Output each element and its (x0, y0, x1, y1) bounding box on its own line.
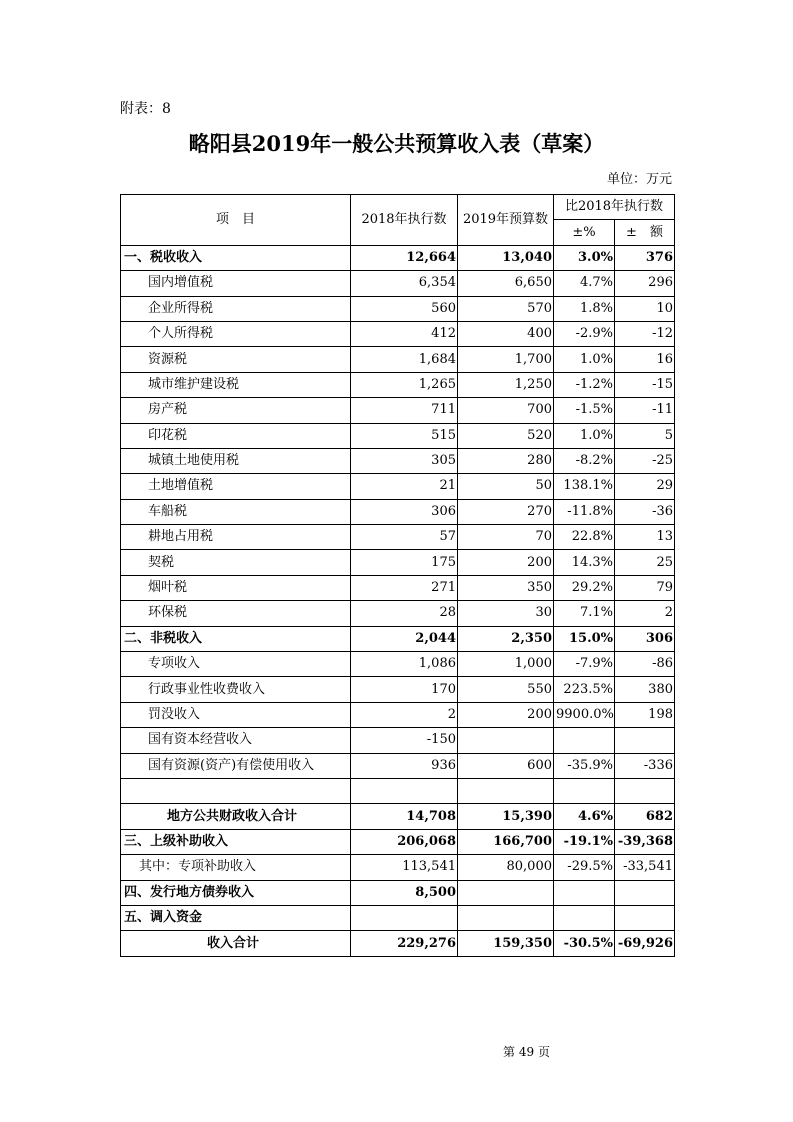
row-change-amount: 682 (615, 804, 675, 829)
page-number: 第 49 页 (503, 1045, 550, 1059)
row-name: 地方公共财政收入合计 (121, 804, 351, 829)
table-row (121, 296, 675, 321)
row-change-pct: 4.7% (554, 271, 615, 296)
row-change-pct (554, 778, 615, 803)
row-budget-2019: 700 (458, 398, 554, 423)
table-row (121, 372, 675, 397)
row-change-amount: 306 (615, 626, 675, 651)
row-budget-2019: 600 (458, 753, 554, 778)
attachment-label: 附表：8 (120, 101, 171, 117)
budget-table (120, 194, 675, 957)
row-name: 土地增值税 (121, 474, 351, 499)
row-budget-2019: 159,350 (458, 931, 554, 956)
row-budget-2019: 200 (458, 550, 554, 575)
row-exec-2018 (351, 905, 458, 930)
row-exec-2018: 2,044 (351, 626, 458, 651)
row-change-pct: -29.5% (554, 855, 615, 880)
row-name: 五、调入资金 (121, 905, 351, 930)
table-row (121, 575, 675, 600)
row-budget-2019: 280 (458, 448, 554, 473)
row-change-pct: 15.0% (554, 626, 615, 651)
row-change-amount: -25 (615, 448, 675, 473)
row-change-amount: -15 (615, 372, 675, 397)
row-exec-2018: 206,068 (351, 829, 458, 854)
row-exec-2018: 28 (351, 601, 458, 626)
row-change-pct: 7.1% (554, 601, 615, 626)
row-change-amount: -336 (615, 753, 675, 778)
row-exec-2018: 2 (351, 702, 458, 727)
row-budget-2019: 30 (458, 601, 554, 626)
table-row (121, 677, 675, 702)
row-change-pct (554, 905, 615, 930)
row-change-pct: 223.5% (554, 677, 615, 702)
row-exec-2018: 12,664 (351, 245, 458, 270)
row-exec-2018: 1,684 (351, 347, 458, 372)
row-name: 收入合计 (121, 931, 351, 956)
row-name: 其中：专项补助收入 (121, 855, 351, 880)
table-row (121, 245, 675, 270)
row-change-amount: 29 (615, 474, 675, 499)
table-row (121, 804, 675, 829)
row-change-amount (615, 778, 675, 803)
row-change-pct: 14.3% (554, 550, 615, 575)
row-change-pct: -11.8% (554, 499, 615, 524)
row-change-amount: 13 (615, 525, 675, 550)
row-change-amount: -11 (615, 398, 675, 423)
row-change-amount: 16 (615, 347, 675, 372)
row-change-amount: 79 (615, 575, 675, 600)
row-change-amount: 380 (615, 677, 675, 702)
row-change-amount: 25 (615, 550, 675, 575)
table-row (121, 905, 675, 930)
row-budget-2019: 1,000 (458, 652, 554, 677)
table-row (121, 829, 675, 854)
table-row (121, 880, 675, 905)
row-exec-2018: 1,265 (351, 372, 458, 397)
row-change-amount: 10 (615, 296, 675, 321)
row-name: 车船税 (121, 499, 351, 524)
row-budget-2019: 166,700 (458, 829, 554, 854)
row-exec-2018: 21 (351, 474, 458, 499)
row-change-amount: -39,368 (615, 829, 675, 854)
row-name: 国有资本经营收入 (121, 728, 351, 753)
row-change-amount (615, 880, 675, 905)
table-row (121, 423, 675, 448)
table-body (121, 245, 675, 956)
row-change-amount: 2 (615, 601, 675, 626)
unit-label: 单位：万元 (606, 172, 672, 187)
table-row (121, 778, 675, 803)
row-budget-2019: 6,650 (458, 271, 554, 296)
row-change-amount: -69,926 (615, 931, 675, 956)
row-change-amount: -36 (615, 499, 675, 524)
row-name: 城市维护建设税 (121, 372, 351, 397)
row-budget-2019: 13,040 (458, 245, 554, 270)
row-budget-2019: 15,390 (458, 804, 554, 829)
row-exec-2018: 711 (351, 398, 458, 423)
row-exec-2018: 1,086 (351, 652, 458, 677)
row-name: 四、发行地方债券收入 (121, 880, 351, 905)
row-budget-2019: 400 (458, 321, 554, 346)
header-pct: ±% (554, 220, 615, 245)
row-change-pct: -2.9% (554, 321, 615, 346)
row-budget-2019: 50 (458, 474, 554, 499)
table-row (121, 525, 675, 550)
row-change-pct: -19.1% (554, 829, 615, 854)
table-row (121, 499, 675, 524)
row-change-pct: -1.5% (554, 398, 615, 423)
table-row (121, 652, 675, 677)
row-name: 耕地占用税 (121, 525, 351, 550)
row-change-amount: -12 (615, 321, 675, 346)
table-row (121, 347, 675, 372)
row-name: 个人所得税 (121, 321, 351, 346)
row-exec-2018: 8,500 (351, 880, 458, 905)
row-exec-2018 (351, 778, 458, 803)
row-change-amount: -86 (615, 652, 675, 677)
row-exec-2018: 6,354 (351, 271, 458, 296)
row-change-pct: 138.1% (554, 474, 615, 499)
table-row (121, 626, 675, 651)
row-change-pct: 1.0% (554, 347, 615, 372)
row-change-pct: 22.8% (554, 525, 615, 550)
row-exec-2018: 936 (351, 753, 458, 778)
row-exec-2018: 515 (351, 423, 458, 448)
row-change-amount: 376 (615, 245, 675, 270)
row-exec-2018: 412 (351, 321, 458, 346)
row-name: 资源税 (121, 347, 351, 372)
row-change-pct: 1.0% (554, 423, 615, 448)
row-exec-2018: 113,541 (351, 855, 458, 880)
row-change-pct: -35.9% (554, 753, 615, 778)
row-change-pct (554, 880, 615, 905)
header-exec-2018: 2018年执行数 (351, 195, 458, 246)
row-change-pct: 4.6% (554, 804, 615, 829)
row-exec-2018: 57 (351, 525, 458, 550)
table-row (121, 321, 675, 346)
row-exec-2018: 229,276 (351, 931, 458, 956)
row-budget-2019: 570 (458, 296, 554, 321)
row-budget-2019: 80,000 (458, 855, 554, 880)
row-budget-2019: 1,250 (458, 372, 554, 397)
row-name: 企业所得税 (121, 296, 351, 321)
header-compare: 比2018年执行数 (554, 195, 675, 220)
table-row (121, 753, 675, 778)
table-row (121, 550, 675, 575)
row-change-amount: -33,541 (615, 855, 675, 880)
row-name: 二、非税收入 (121, 626, 351, 651)
table-row (121, 931, 675, 956)
row-name: 国内增值税 (121, 271, 351, 296)
table-row (121, 728, 675, 753)
row-change-pct (554, 728, 615, 753)
row-change-amount (615, 728, 675, 753)
header-amount: ± 额 (615, 220, 675, 245)
row-budget-2019 (458, 728, 554, 753)
header-budget-2019: 2019年预算数 (458, 195, 554, 246)
row-change-pct: -1.2% (554, 372, 615, 397)
row-name: 印花税 (121, 423, 351, 448)
page-title: 略阳县2019年一般公共预算收入表（草案） (188, 131, 605, 156)
row-budget-2019: 200 (458, 702, 554, 727)
row-exec-2018: 560 (351, 296, 458, 321)
row-name: 罚没收入 (121, 702, 351, 727)
row-name: 三、上级补助收入 (121, 829, 351, 854)
row-exec-2018: 271 (351, 575, 458, 600)
table-row (121, 855, 675, 880)
row-budget-2019 (458, 778, 554, 803)
row-name: 烟叶税 (121, 575, 351, 600)
row-exec-2018: 175 (351, 550, 458, 575)
row-budget-2019 (458, 905, 554, 930)
table-row (121, 271, 675, 296)
row-name: 国有资源(资产)有偿使用收入 (121, 753, 351, 778)
row-exec-2018: 170 (351, 677, 458, 702)
header-item: 项 目 (121, 195, 351, 246)
table-row (121, 398, 675, 423)
row-change-pct: 3.0% (554, 245, 615, 270)
row-change-pct: 9900.0% (554, 702, 615, 727)
row-change-amount (615, 905, 675, 930)
row-change-pct: -8.2% (554, 448, 615, 473)
row-change-pct: -7.9% (554, 652, 615, 677)
row-change-amount: 198 (615, 702, 675, 727)
row-name (121, 778, 351, 803)
row-name: 行政事业性收费收入 (121, 677, 351, 702)
row-name: 环保税 (121, 601, 351, 626)
row-budget-2019: 520 (458, 423, 554, 448)
row-change-pct: -30.5% (554, 931, 615, 956)
row-name: 专项收入 (121, 652, 351, 677)
table-row (121, 474, 675, 499)
row-change-pct: 1.8% (554, 296, 615, 321)
row-name: 契税 (121, 550, 351, 575)
row-budget-2019: 2,350 (458, 626, 554, 651)
row-budget-2019: 1,700 (458, 347, 554, 372)
table-header-row (121, 195, 675, 220)
row-change-amount: 296 (615, 271, 675, 296)
row-budget-2019: 550 (458, 677, 554, 702)
row-budget-2019 (458, 880, 554, 905)
row-name: 城镇土地使用税 (121, 448, 351, 473)
row-budget-2019: 350 (458, 575, 554, 600)
row-change-pct: 29.2% (554, 575, 615, 600)
table-row (121, 448, 675, 473)
row-name: 一、税收收入 (121, 245, 351, 270)
row-budget-2019: 270 (458, 499, 554, 524)
row-exec-2018: 14,708 (351, 804, 458, 829)
table-row (121, 702, 675, 727)
row-exec-2018: 305 (351, 448, 458, 473)
row-name: 房产税 (121, 398, 351, 423)
table-row (121, 601, 675, 626)
row-exec-2018: 306 (351, 499, 458, 524)
row-change-amount: 5 (615, 423, 675, 448)
row-exec-2018: -150 (351, 728, 458, 753)
row-budget-2019: 70 (458, 525, 554, 550)
